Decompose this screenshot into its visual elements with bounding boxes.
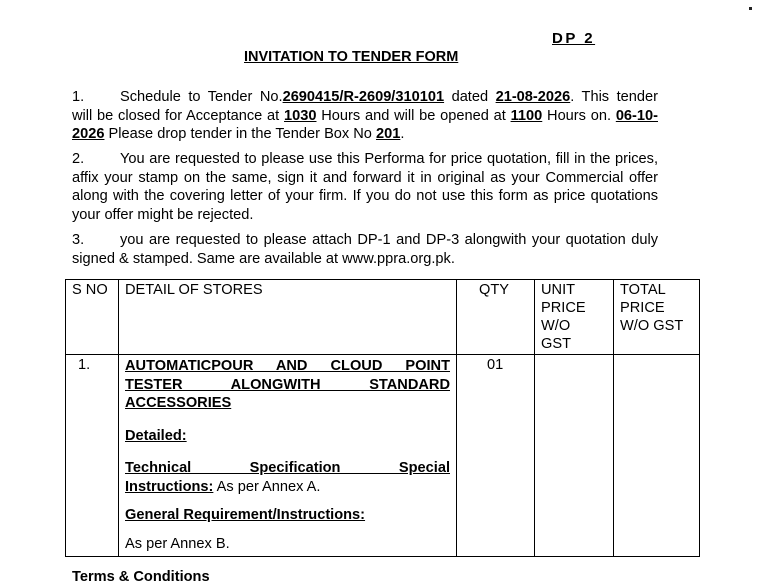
paragraph-number: 3. <box>72 232 85 248</box>
text-segment: dated <box>444 89 496 105</box>
table-header-row <box>66 280 700 355</box>
paragraph-number: 2. <box>72 151 85 167</box>
tender-number: 2690415/R-2609/310101 <box>282 89 445 105</box>
closing-time: 1030 <box>284 107 317 124</box>
header-total-price <box>614 280 700 355</box>
document-code: DP 2 <box>552 30 596 47</box>
header-line: GST <box>541 336 571 352</box>
paragraph-text: you are requested to please attach DP-1 and DP-3 alongwith your quotation duly signed & stamped. Same are available at www.ppra.org.pk. <box>72 232 658 267</box>
instructions-label: Instructions: <box>125 478 214 495</box>
header-line: UNIT <box>541 282 576 298</box>
header-qty: QTY <box>457 280 535 355</box>
row-sno: 1. <box>66 355 119 557</box>
text-segment: Hours and will be opened at <box>316 107 511 124</box>
row-qty: 01 <box>457 355 535 557</box>
technical-spec-label: Technical Specification Special <box>125 460 450 476</box>
row-detail <box>119 355 457 557</box>
header-detail: DETAIL OF STORES <box>119 280 457 355</box>
item-name-line: ACCESSORIES <box>125 395 232 411</box>
header-line: PRICE <box>620 300 665 316</box>
text-segment: Schedule to Tender No. <box>120 89 283 105</box>
header-unit-price <box>535 280 614 355</box>
text-segment: . <box>400 126 405 142</box>
instructions-text: As per Annex A. <box>213 478 321 495</box>
general-requirement-label: General Requirement/Instructions: <box>125 507 366 523</box>
text-segment: Hours on. <box>542 107 616 124</box>
header-line: PRICE <box>541 300 586 316</box>
row-total-price <box>614 355 700 557</box>
tender-box-number: 201 <box>375 126 401 142</box>
detailed-label: Detailed: <box>125 427 187 444</box>
header-sno: S NO <box>66 280 119 355</box>
tender-date: 21-08-2026 <box>495 89 571 105</box>
scan-speck <box>749 7 752 10</box>
text-segment: Please drop tender in the Tender Box No <box>104 126 376 142</box>
paragraph-number: 1. <box>72 89 85 105</box>
header-line: W/O GST <box>620 318 684 334</box>
text-segment: . This tender will be closed for Acceptance at <box>72 89 658 124</box>
opening-time: 1100 <box>510 107 543 124</box>
header-line: W/O <box>541 318 571 334</box>
header-line: TOTAL <box>620 282 666 298</box>
paragraph-attachments <box>72 231 658 268</box>
opening-date: 06-10-2026 <box>72 107 658 142</box>
row-unit-price <box>535 355 614 557</box>
item-name-line: TESTER ALONGWITH STANDARD <box>125 376 450 393</box>
table-row <box>66 355 700 557</box>
general-requirement-text: As per Annex B. <box>125 535 230 552</box>
terms-heading-cut: Terms & Conditions <box>72 569 210 585</box>
paragraph-text: You are requested to please use this Performa for price quotation, fill in the prices, affix your stamp on the same, sign it and forward it in original as your Commercial offer along with the covering letter of your firm. If you do not use this form as price quotations your offer might be rejected. <box>72 151 658 223</box>
item-name-line: AUTOMATICPOUR AND CLOUD POINT <box>125 358 450 374</box>
paragraph-performa <box>72 150 658 224</box>
document-title: INVITATION TO TENDER FORM <box>244 49 459 65</box>
stores-table <box>65 279 700 557</box>
paragraph-schedule <box>72 88 658 144</box>
